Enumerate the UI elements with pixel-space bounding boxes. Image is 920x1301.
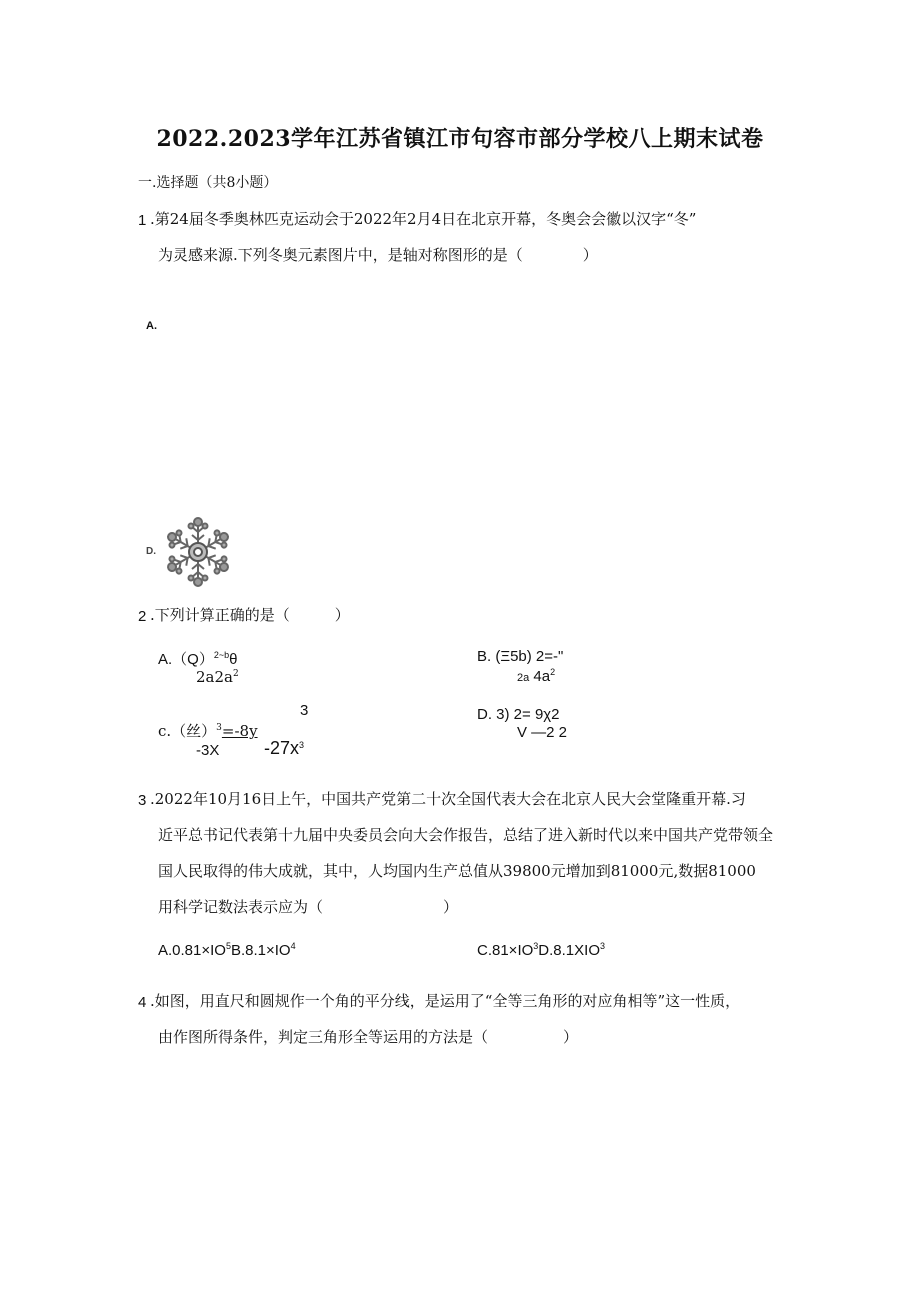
section-heading: 一.选择题（共8小题）: [138, 175, 278, 191]
question-4-line-2: 由作图所得条件，判定三角形全等运用的方法是（ ）: [158, 1028, 579, 1046]
question-3-line-3: 国人民取得的伟大成就，其中，人均国内生产总值从39800元增加到81000元,数据81000: [158, 862, 756, 880]
question-1-line-1: .第24届冬季奥林匹克运动会于2022年2月4日在北京开幕，冬奥会会徽以汉字“冬”: [150, 210, 697, 228]
question-1-option-d: D.: [146, 546, 156, 557]
question-4-line-1: .如图，用直尺和圆规作一个角的平分线，是运用了“全等三角形的对应角相等”这一性质，: [150, 992, 741, 1010]
question-2-option-d-line-2: V —2 2: [517, 724, 568, 741]
question-2-option-c-exponent: 3: [300, 702, 309, 719]
question-3-options-ab: $A.0.81\times IO^5B.8.1\times IO^4$: [158, 941, 296, 959]
question-3-line-2: 近平总书记代表第十九届中央委员会向大会作报告，总结了进入新时代以来中国共产党带领全: [158, 826, 774, 844]
question-2-option-a-line-2: $2a2a^2$: [196, 668, 239, 686]
question-2-option-b-line-2: 2a $4a^2$: [517, 667, 556, 685]
question-2-option-c: c.（丝）$^3$=-8y: [158, 722, 258, 740]
page-title: 2022.2023学年江苏省镇江市句容市部分学校八上期末试卷: [156, 126, 764, 152]
question-2-option-a: $A.(Q)^{2\sim b}\theta$: [158, 650, 238, 668]
question-3-line-1: .2022年10月16日上午，中国共产党第二十次全国代表大会在北京人民大会堂隆重开幕.习: [150, 790, 746, 808]
question-2-option-d: D. 3) 2= 9χ2: [477, 706, 560, 723]
question-2-option-c-line-2a: -3X: [196, 742, 220, 759]
question-3-options-cd: $C.81\times IO^3D.8.1XIO^3$: [477, 941, 606, 959]
question-2-stem: .下列计算正确的是（ ）: [150, 606, 350, 624]
question-3-line-4: 用科学记数法表示应为（ ）: [158, 898, 459, 916]
question-3-number: 3: [138, 792, 147, 809]
question-2-number: 2: [138, 608, 147, 625]
question-1-option-a: A.: [146, 320, 157, 332]
question-2-option-c-line-2b: $-27x^3$: [264, 738, 305, 758]
snowflake-icon: [146, 512, 246, 592]
question-1-number: 1: [138, 212, 147, 229]
question-4-number: 4: [138, 994, 147, 1011]
question-1-line-2: 为灵感来源.下列冬奥元素图片中，是轴对称图形的是（ ）: [158, 246, 598, 264]
question-2-option-b: B. (Ξ5b) 2=-": [477, 648, 564, 665]
snowflake-figure: [146, 512, 246, 592]
